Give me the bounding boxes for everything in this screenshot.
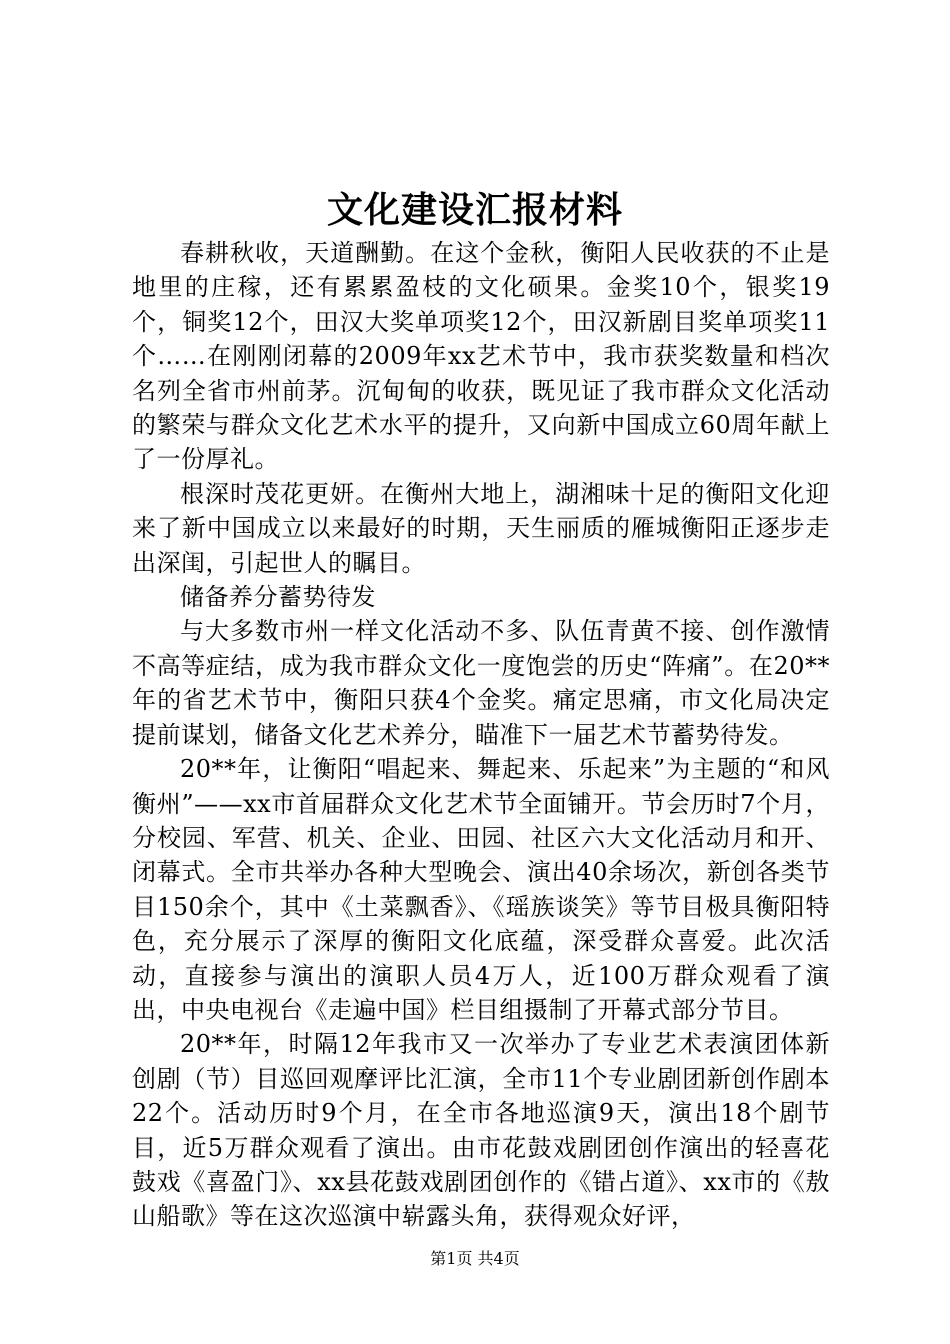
paragraph-4: 20**年，让衡阳“唱起来、舞起来、乐起来”为主题的“和风衡州”——xx市首届群众文化艺术节全面铺开。节会历时7个月，分校园、军营、机关、企业、田园、社区六大文化活动月和开、闭幕式。全市共举办各种大型晚会、演出40余场次，新创各类节目150余个，其中《土菜飘香》、《瑶族谈笑》等节目极具衡阳特色，充分展示了深厚的衡阳文化底蕴，深受群众喜爱。此次活动，直接参与演出的演职人员4万人，近100万群众观看了演出，中央电视台《走遍中国》栏目组摄制了开幕式部分节目。 [132, 755, 830, 1024]
section-heading: 储备养分蓄势待发 [180, 583, 376, 612]
document-title: 文化建设汇报材料 [326, 189, 623, 231]
paragraph-5: 20**年，时隔12年我市又一次举办了专业艺术表演团体新创剧（节）目巡回观摩评比汇演，全市11个专业剧团新创作剧本22个。活动历时9个月，在全市各地巡演9天，演出18个剧节目，近5万群众观看了演出。由市花鼓戏剧团创作演出的轻喜花鼓戏《喜盈门》、xx县花鼓戏剧团创作的《错占道》、xx市的《敖山船歌》等在这次巡演中崭露头角，获得观众好评， [132, 1030, 830, 1231]
paragraph-3: 与大多数市州一样文化活动不多、队伍青黄不接、创作激情不高等症结，成为我市群众文化一度饱尝的历史“阵痛”。在20**年的省艺术节中，衡阳只获4个金奖。痛定思痛，市文化局决定提前谋划，储备文化艺术养分，瞄准下一届艺术节蓄势待发。 [132, 617, 830, 749]
paragraph-2: 根深时茂花更妍。在衡州大地上，湖湘味十足的衡阳文化迎来了新中国成立以来最好的时期，天生丽质的雁城衡阳正逐步走出深闺，引起世人的瞩目。 [132, 479, 830, 577]
document-body [132, 236, 830, 1234]
page-footer: 第1页 共4页 [430, 1249, 520, 1268]
paragraph-1: 春耕秋收，天道酬勤。在这个金秋，衡阳人民收获的不止是地里的庄稼，还有累累盈枝的文化硕果。金奖10个，银奖19个，铜奖12个，田汉大奖单项奖12个，田汉新剧目奖单项奖11个……在刚刚闭幕的2009年xx艺术节中，我市获奖数量和档次名列全省市州前茅。沉甸甸的收获，既见证了我市群众文化活动的繁荣与群众文化艺术水平的提升，又向新中国成立60周年献上了一份厚礼。 [132, 239, 830, 474]
